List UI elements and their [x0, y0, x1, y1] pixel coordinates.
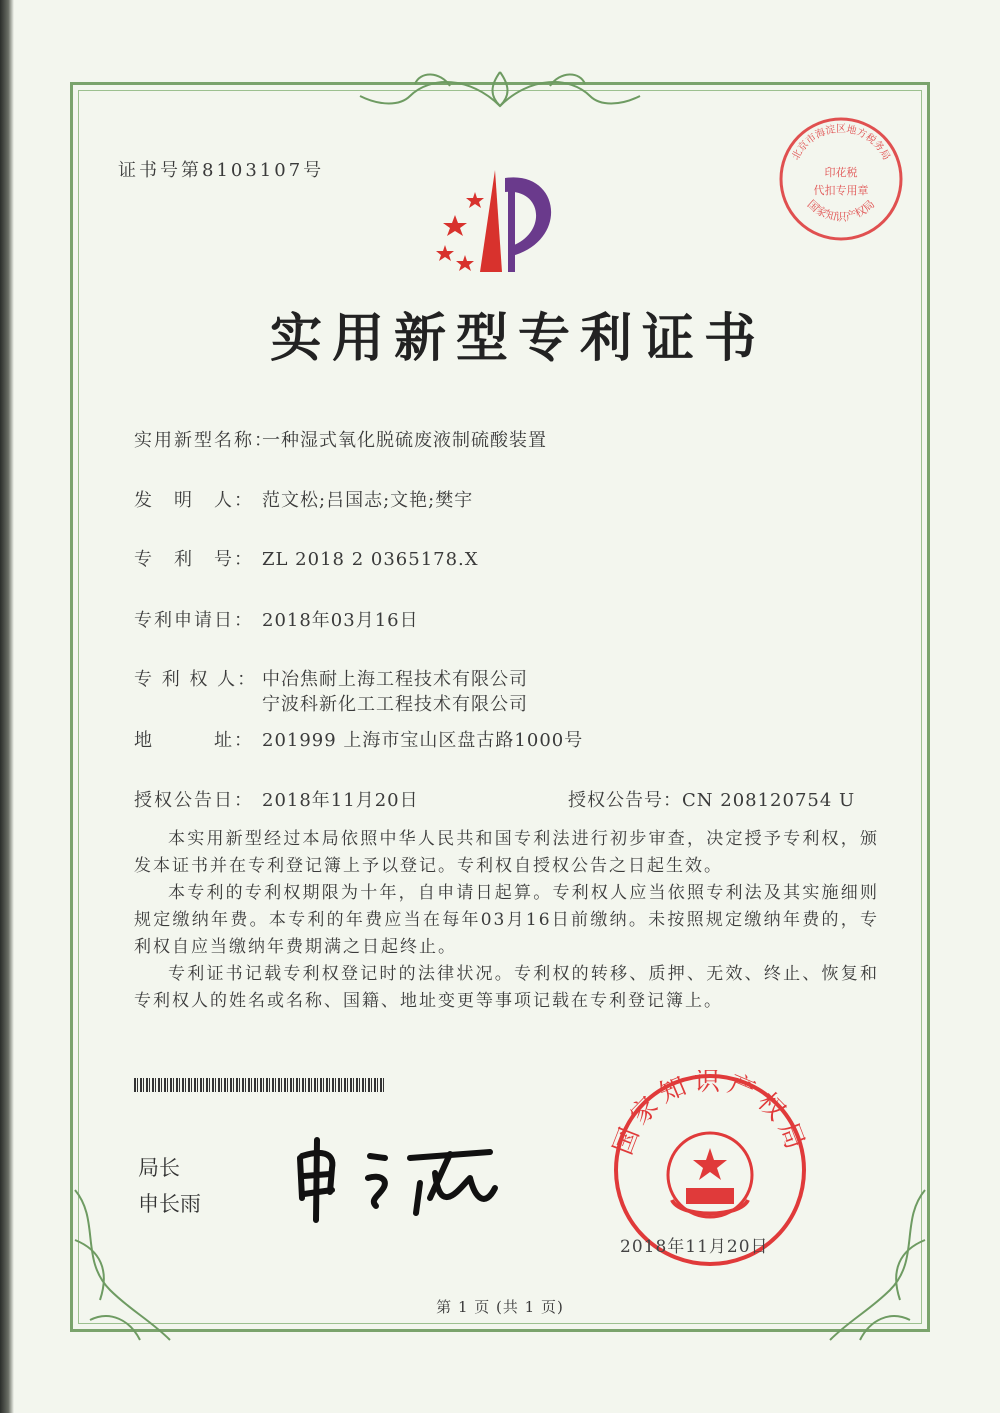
field-grant-date-value: 2018年11月20日 — [262, 790, 419, 811]
svg-text:国家知识产权局 — [805, 198, 878, 224]
field-inventor-label: 发 明 人： — [134, 490, 254, 511]
field-patent-no — [134, 545, 479, 571]
field-address-label: 地 址： — [134, 730, 254, 751]
page-edge-shadow — [0, 0, 14, 1413]
field-address-value: 201999 上海市宝山区盘古路1000号 — [262, 730, 584, 751]
field-filing-date-label: 专利申请日： — [134, 610, 254, 631]
paragraph-2: 本专利的专利权期限为十年，自申请日起算。专利权人应当依照专利法及其实施细则规定缴纳年费。本专利的年费应当在每年03月16日前缴纳。未按照规定缴纳年费的，专利权自应当缴纳年费期满之日起终止。 — [134, 883, 879, 957]
field-name — [134, 426, 547, 452]
field-grant-no-value: CN 208120754 U — [682, 790, 856, 811]
field-inventor-value: 范文松;吕国志;文艳;樊宇 — [262, 490, 474, 511]
field-name-value: 一种湿式氧化脱硫废液制硫酸装置 — [262, 430, 547, 451]
handwritten-signature — [290, 1128, 510, 1228]
patent-office-logo — [420, 160, 580, 280]
stamp-outer-text: 北京市海淀区地方税务局 — [790, 124, 892, 163]
field-patentee-label: 专 利 权 人： — [134, 669, 258, 690]
field-patentee-value-1: 中冶焦耐上海工程技术有限公司 — [262, 669, 528, 690]
page-title: 实用新型专利证书 — [270, 308, 767, 369]
field-grant-no — [568, 786, 855, 812]
page-footer: 第 1 页 (共 1 页) — [436, 1298, 564, 1316]
field-filing-date — [134, 606, 419, 632]
field-patentee — [134, 665, 528, 691]
field-inventor — [134, 486, 473, 512]
stamp-inner-line-2: 代扣专用章 — [813, 184, 869, 197]
field-patent-no-label: 专 利 号： — [134, 549, 254, 570]
barcode — [134, 1078, 384, 1092]
signature-name: 申长雨 — [138, 1192, 201, 1216]
field-patent-no-value: ZL 2018 2 0365178.X — [262, 549, 479, 570]
field-grant-date — [134, 786, 419, 812]
paragraph-1: 本实用新型经过本局依照中华人民共和国专利法进行初步审查，决定授予专利权，颁发本证书并在专利登记簿上予以登记。专利权自授权公告之日起生效。 — [134, 829, 879, 876]
field-address — [134, 726, 583, 752]
svg-text:国家知识产权局 — [610, 1070, 810, 1159]
field-grant-no-label: 授权公告号： — [568, 790, 682, 811]
seal-date: 2018年11月20日 — [620, 1237, 769, 1257]
tax-stamp — [776, 114, 906, 248]
stamp-bottom-text: 国家知识产权局 — [804, 197, 878, 224]
paragraph-3: 专利证书记载专利权登记时的法律状况。专利权的转移、质押、无效、终止、恢复和专利权人的姓名或名称、国籍、地址变更等事项记载在专利登记簿上。 — [134, 964, 879, 1011]
field-filing-date-value: 2018年03月16日 — [262, 610, 419, 631]
svg-text:北京市海淀区地方税务局 — [790, 122, 893, 162]
field-name-label: 实用新型名称： — [134, 430, 274, 451]
seal-text: 国家知识产权局 — [610, 1070, 810, 1159]
certificate-number: 证书号第8103107号 — [118, 160, 325, 181]
stamp-inner-line-1: 印花税 — [824, 166, 858, 179]
bottom-right-ornament — [820, 1180, 940, 1350]
signature-title: 局长 — [138, 1156, 180, 1180]
top-ornament — [350, 66, 650, 112]
field-patentee-value-2: 宁波科新化工工程技术有限公司 — [262, 694, 528, 715]
field-grant-date-label: 授权公告日： — [134, 790, 254, 811]
